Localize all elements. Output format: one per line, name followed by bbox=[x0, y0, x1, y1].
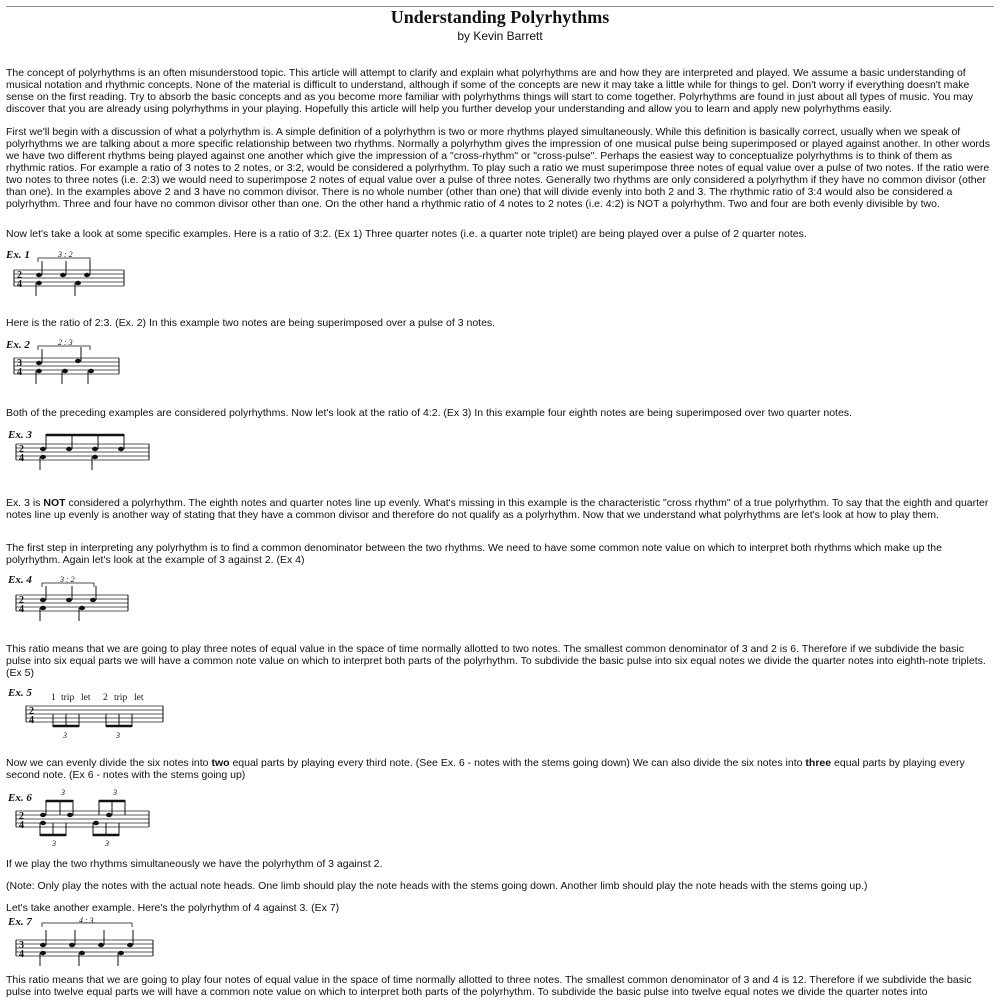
example-7-label: Ex. 7 bbox=[8, 916, 32, 928]
example-3-lower-notes bbox=[40, 455, 98, 470]
example-2-tuplet: 2 : 3 bbox=[58, 338, 73, 347]
example-5-triplet-1: 3 bbox=[63, 731, 67, 740]
count-let-2: let bbox=[134, 693, 144, 703]
divide-bold-three: three bbox=[805, 757, 832, 769]
example-4-upper-notes bbox=[40, 586, 96, 602]
example-4-label: Ex. 4 bbox=[8, 574, 32, 586]
example-1-label: Ex. 1 bbox=[6, 249, 30, 261]
example-6-lower-triplet-2: 3 bbox=[105, 839, 109, 848]
divide-text-c: equal parts by playing every second note. (Ex 6 - notes with the stems going up) bbox=[6, 757, 965, 781]
count-let-1: let bbox=[81, 693, 91, 703]
count-2: 2 bbox=[103, 693, 108, 703]
divide-paragraph bbox=[6, 757, 991, 781]
example-3-time-bottom: 4 bbox=[19, 453, 24, 464]
example-6-time-top: 2 bbox=[19, 811, 24, 822]
ratio-six-paragraph: This ratio means that we are going to play three notes of equal value in the space of time normally allotted to two notes. The smallest common denominator of 3 and 2 is 6. Therefore if we subdivide the basic pulse into six equal parts we will have a common note value on which to interpret both parts of the polyrhythm. To subdivide the basic pulse into six equal notes we divide the quarter notes into eighth-note triplets. (Ex 5) bbox=[6, 643, 986, 679]
example-6-time-bottom: 4 bbox=[19, 820, 24, 831]
example-3-label: Ex. 3 bbox=[8, 429, 32, 441]
example-4-tuplet: 3 : 2 bbox=[60, 575, 75, 584]
count-trip-2: trip bbox=[114, 693, 128, 703]
example-3-upper-notes bbox=[40, 434, 124, 451]
example-2-time-bottom: 4 bbox=[17, 367, 22, 378]
example-7-upper-notes bbox=[40, 930, 133, 947]
intro-paragraph: The concept of polyrhythms is an often misunderstood topic. This article will attempt to clarify and explain what polyrhythms are and how they are interpreted and played. We assume a basic understanding of musical notation and rhythmic concepts. None of the material is difficult to understand, although if some of the concepts are new it may take a little while for things to gel. Don't worry if everything doesn't make sense on the first reading. Try to absorb the basic concepts and as you become more familiar with polyrhythms things will start to come together. Polyrhythms are found in just about all types of music. You may discover that you are already using polyrhythms in your playing. Hopefully this article will help you further develop your understanding and allow you to learn and apply new polyrhythms easily. bbox=[6, 67, 974, 115]
ex1-intro-paragraph: Now let's take a look at some specific examples. Here is a ratio of 3:2. (Ex 1) Three quarter notes (i.e. a quarter note triplet) are being played over a pulse of 2 quarter notes. bbox=[6, 228, 807, 240]
note-paragraph: (Note: Only play the notes with the actual note heads. One limb should play the note heads with the stems going down. Another limb should play the note heads with the stems going up.) bbox=[6, 880, 868, 892]
ex3-explanation-bold: NOT bbox=[43, 497, 66, 509]
another-example-paragraph: Let's take another example. Here's the polyrhythm of 4 against 3. (Ex 7) bbox=[6, 902, 340, 914]
example-1-time-bottom: 4 bbox=[17, 279, 22, 290]
example-4-notation bbox=[6, 573, 136, 623]
example-5-triplet-stems bbox=[53, 714, 132, 727]
example-5-time-bottom: 4 bbox=[29, 715, 34, 726]
example-4-time-bottom: 4 bbox=[19, 604, 24, 615]
example-7-time-top: 3 bbox=[19, 940, 24, 951]
example-6-lower-triplet-1: 3 bbox=[52, 839, 56, 848]
example-2-label: Ex. 2 bbox=[6, 339, 30, 351]
ratio-twelve-paragraph: This ratio means that we are going to play four notes of equal value in the space of time normally allotted to three notes. The smallest common denominator of 3 and 4 is 12. Therefore if we subdivide the basic pulse into twelve equal parts we will have a common note value on which to interpret both parts of the polyrhythm. To subdivide the basic pulse into twelve equal notes we divide the quarter notes into bbox=[6, 974, 972, 998]
example-2-upper-notes bbox=[36, 347, 81, 365]
example-1-upper-notes bbox=[36, 261, 90, 277]
author-byline: by Kevin Barrett bbox=[457, 29, 543, 43]
example-5-time-top: 2 bbox=[29, 706, 34, 717]
example-7-notation bbox=[6, 915, 156, 969]
example-2-notation bbox=[6, 336, 126, 388]
example-7-time-bottom: 4 bbox=[19, 949, 24, 960]
count-trip-1: trip bbox=[61, 693, 75, 703]
ex2-intro-paragraph: Here is the ratio of 2:3. (Ex. 2) In this example two notes are being superimposed over a pulse of 3 notes. bbox=[6, 317, 496, 329]
example-6-label: Ex. 6 bbox=[8, 792, 32, 804]
example-5-notation bbox=[6, 686, 176, 742]
example-1-time-top: 2 bbox=[17, 270, 22, 281]
example-7-tuplet: 4 : 3 bbox=[79, 916, 94, 925]
example-2-time-top: 3 bbox=[17, 358, 22, 369]
ex3-explanation-text-a: Ex. 3 is bbox=[6, 497, 44, 509]
ex3-explanation-text-b: considered a polyrhythm. The eighth notes and quarter notes line up evenly. What's missing in this example is the characteristic "cross rhythm" of a true polyrhythm. To say that the eighth and quarter notes line up evenly is another way of stating that they have a common divisor and therefore do not qualify as a polyrhythm. Now that we understand what polyrhythms are let's look at how to play them. bbox=[6, 497, 989, 521]
example-4-lower-notes bbox=[40, 606, 85, 621]
example-6-upper-triplet-1: 3 bbox=[61, 788, 65, 797]
divide-text-b: equal parts by playing every third note. (See Ex. 6 - notes with the stems going down) We can also divide the six notes into bbox=[229, 757, 806, 769]
example-2-lower-notes bbox=[36, 369, 94, 384]
example-1-lower-notes bbox=[36, 281, 81, 296]
example-6-upper-triplet-2: 3 bbox=[113, 788, 117, 797]
simultaneous-paragraph: If we play the two rhythms simultaneously we have the polyrhythm of 3 against 2. bbox=[6, 858, 383, 870]
example-5-triplet-2: 3 bbox=[116, 731, 120, 740]
example-3-time-top: 2 bbox=[19, 444, 24, 455]
example-1-notation bbox=[6, 246, 136, 300]
definition-paragraph: First we'll begin with a discussion of what a polyrhythm is. A simple definition of a polyrhythm is two or more rhythms played simultaneously. While this definition is basically correct, usually when we speak of polyrhythms we are talking about a more specific relationship between two rhythms. Normally a polyrhythm gives the impression of one musical pulse being superimposed or played against another. In other words we have two different rhythms being played against one another which give the impression of a "cross-rhythm" or "cross-pulse". Perhaps the easiest way to conceptualize polyrhythms is to think of them as rhythmic ratios. For example a ratio of 3 notes to 2 notes, or 3:2, would be considered a polyrhythm. To play such a ratio we must superimpose three notes of equal value over a pulse of two notes. If the ratio were two notes to three notes (i.e. 2:3) we would need to superimpose 2 notes of equal value over a pulse of three notes. Generally two rhythms are only considered a polyrhythm if they have no common divisor (other than one). In the examples above 2 and 3 have no common divisor. There is no whole number (other than one) that will divide evenly into both 2 and 3. The rhythmic ratio of 3:4 would also be considered a polyrhythm. Three and four have no common divisor other than one. On the other hand a rhythmic ratio of 4 notes to 2 notes (i.e. 4:2) is NOT a polyrhythm. Two and four are both evenly divisible by two. bbox=[6, 126, 990, 210]
first-step-paragraph: The first step in interpreting any polyrhythm is to find a common denominator between the two rhythms. We need to have some common note value on which to interpret both rhythms which make up the polyrhythm. Again let's look at the example of 3 against 2. (Ex 4) bbox=[6, 542, 942, 566]
example-5-label: Ex. 5 bbox=[8, 687, 32, 699]
example-7-lower-notes bbox=[40, 951, 124, 966]
example-1-tuplet: 3 : 2 bbox=[58, 250, 73, 259]
ex3-intro-paragraph: Both of the preceding examples are considered polyrhythms. Now let's look at the ratio of 4:2. (Ex 3) In this example four eighth notes are being superimposed over two quarter notes. bbox=[6, 407, 852, 419]
article-title: Understanding Polyrhythms bbox=[390, 7, 610, 27]
example-4-time-top: 2 bbox=[19, 595, 24, 606]
divide-bold-two: two bbox=[211, 757, 230, 769]
ex3-explanation-paragraph bbox=[6, 497, 991, 521]
example-6-notation bbox=[6, 787, 156, 847]
divide-text-a: Now we can evenly divide the six notes into bbox=[6, 757, 212, 769]
example-3-notation bbox=[6, 426, 156, 474]
count-1: 1 bbox=[51, 693, 56, 703]
